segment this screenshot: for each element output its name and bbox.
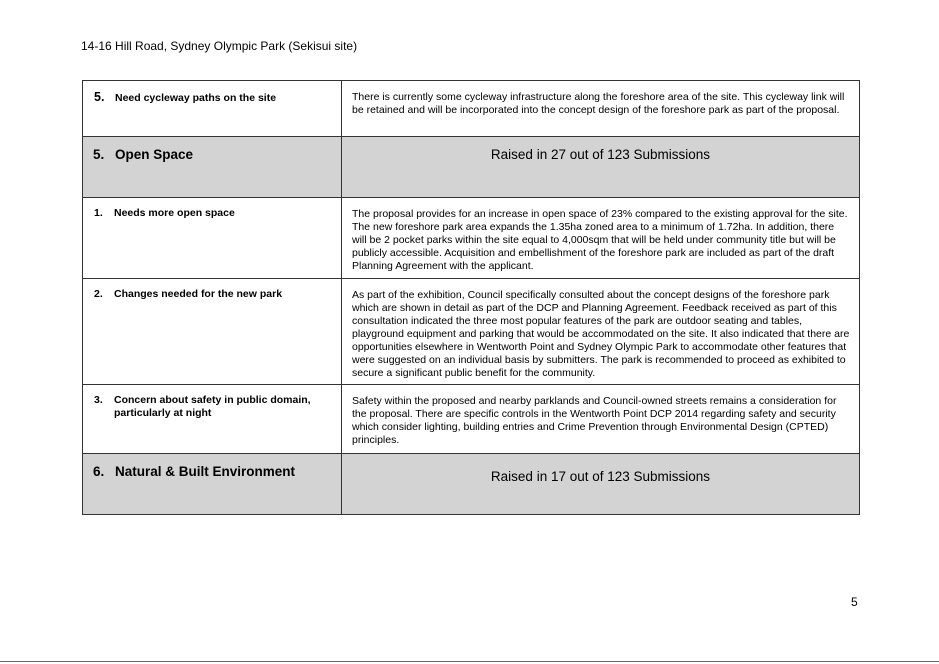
section-title: Natural & Built Environment <box>115 464 296 479</box>
issue-cell <box>83 279 342 385</box>
section-raised-text: Raised in 17 out of 123 Submissions <box>490 469 711 484</box>
page-number: 5 <box>851 595 858 609</box>
section-raised-text: Raised in 27 out of 123 Submissions <box>490 147 711 162</box>
response-cell <box>342 385 860 454</box>
issue-cell <box>83 198 342 279</box>
issue-cell <box>83 81 342 137</box>
response-text: Safety within the proposed and nearby parklands and Council-owned streets remains a consideration for the proposal. There are specific controls in the Wentworth Point DCP 2014 regarding safety and security which consider lighting, building entries and Crime Prevention through Environmental Design (CPTED) principles. <box>352 395 837 446</box>
issue-number: 5. <box>94 90 105 104</box>
table-row <box>83 279 860 385</box>
page-header: 14-16 Hill Road, Sydney Olympic Park (Sekisui site) <box>81 39 358 53</box>
issue-number: 1. <box>94 207 103 219</box>
issue-text: Need cycleway paths on the site <box>115 92 277 104</box>
table-row <box>83 385 860 454</box>
section-raised-cell <box>342 454 860 515</box>
submissions-table <box>82 80 860 515</box>
response-cell <box>342 279 860 385</box>
section-number: 6. <box>93 464 105 479</box>
response-cell <box>342 81 860 137</box>
issue-cell <box>83 385 342 454</box>
issue-text: Changes needed for the new park <box>114 288 283 300</box>
bottom-divider <box>0 661 939 662</box>
section-title-cell <box>83 454 342 515</box>
table-row <box>83 81 860 137</box>
response-text: There is currently some cycleway infrastructure along the foreshore area of the site. This cycleway link will be retained and will be incorporated into the concept design of the foreshore park as part of the proposal. <box>352 91 845 116</box>
section-raised-cell <box>342 137 860 198</box>
section-row-natural-built-environment <box>83 454 860 515</box>
issue-number: 2. <box>94 288 103 300</box>
section-title: Open Space <box>115 147 194 162</box>
response-cell <box>342 198 860 279</box>
section-title-cell <box>83 137 342 198</box>
response-text: As part of the exhibition, Council specifically consulted about the concept designs of the foreshore park which are shown in detail as part of the DCP and Planning Agreement. Feedback received as part of this consultation indicated the three most popular features of the park are outdoor seating and tables, playground equipment and parking that would be accommodated on the site. It also indicated that there are opportunities elsewhere in Wentworth Point and Sydney Olympic Park to accommodate other features that were suggested on an individual basis by submitters. The park is recommended to proceed as exhibited to secure a significant public benefit for the community. <box>352 289 850 379</box>
issue-number: 3. <box>94 394 103 406</box>
issue-text: Concern about safety in public domain, particularly at night <box>114 394 311 419</box>
section-number: 5. <box>93 147 105 162</box>
table-row <box>83 198 860 279</box>
issue-text: Needs more open space <box>114 207 235 219</box>
section-row-open-space <box>83 137 860 198</box>
response-text: The proposal provides for an increase in open space of 23% compared to the existing approval for the site. The new foreshore park area expands the 1.35ha zoned area to a minimum of 1.72ha. In addition, there will be 2 pocket parks within the site equal to 4,000sqm that will be held under community title but will be publicly accessible. Acquisition and embellishment of the foreshore park are included as part of the draft Planning Agreement with the applicant. <box>352 208 848 272</box>
